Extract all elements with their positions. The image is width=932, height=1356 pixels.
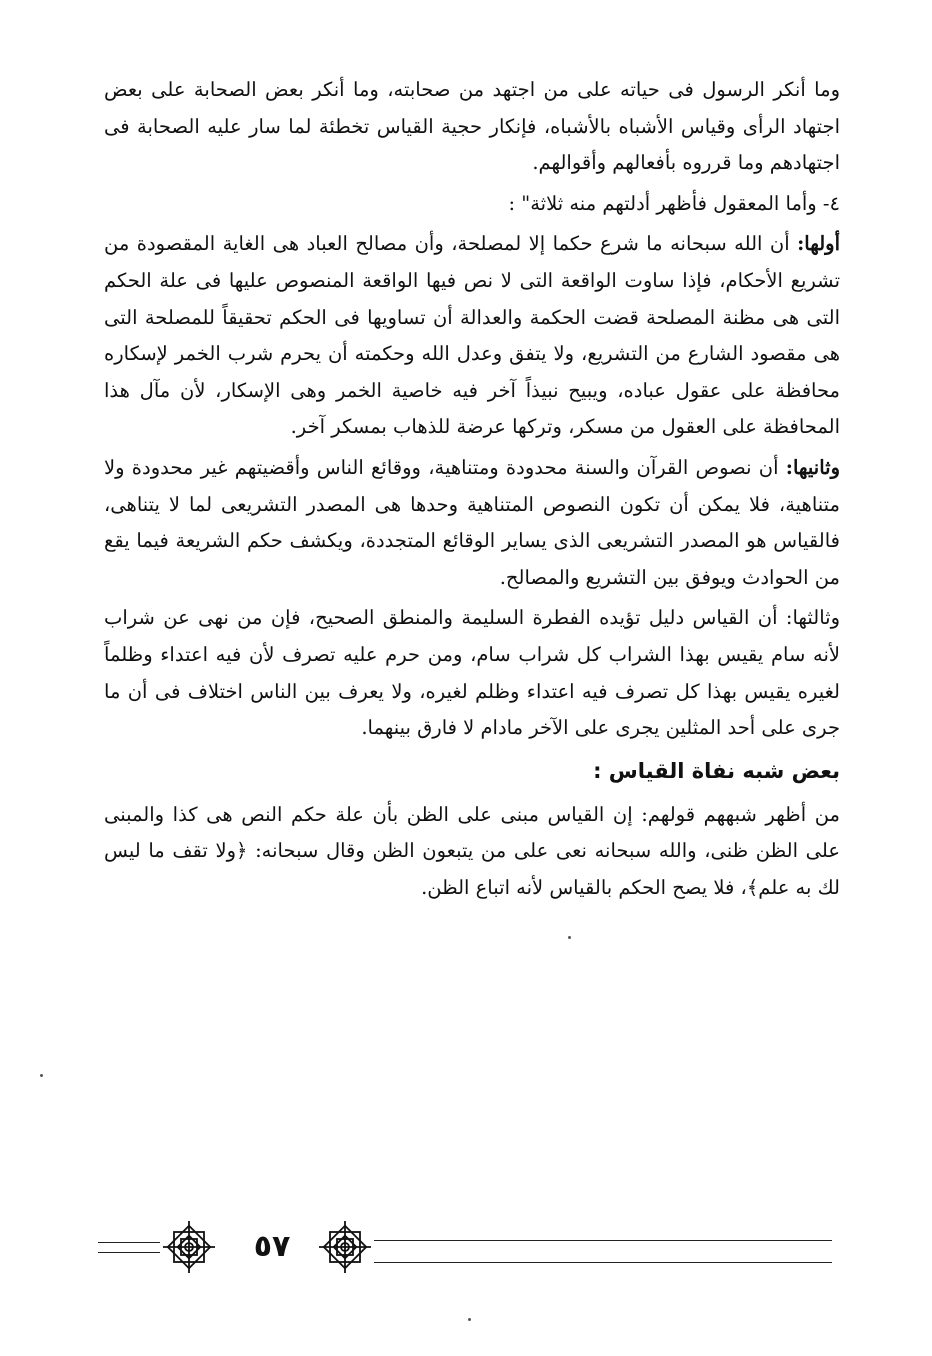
page-footer <box>0 1212 932 1282</box>
paragraph-4 <box>104 450 840 596</box>
star-ornament-icon-left <box>160 1218 218 1276</box>
section-heading: بعض شبه نفاة القياس : <box>593 758 840 783</box>
paragraph-4-text: أن نصوص القرآن والسنة محدودة ومتناهية، ووقائع الناس وأقضيتهم غير محدودة ولا متناهية، فلا يمكن أن تكون النصوص المتناهية وحدها هى المصدر التشريعى لما لا يتناهى، فالقياس هو المصدر التشريعى الذى يساير الوقائع المتجددة، ويكشف حكم الشريعة فيما يقع من الحوادث ويوفق بين التشريع والمصالح. <box>104 455 840 589</box>
paragraph-3-lead: أولها: <box>797 232 840 256</box>
scan-speck-1 <box>40 1074 43 1077</box>
paragraph-2 <box>104 186 840 223</box>
paragraph-3 <box>104 226 840 446</box>
body-text <box>104 72 840 906</box>
paragraph-4-lead: وثانيها: <box>785 455 840 479</box>
star-ornament-icon-right <box>316 1218 374 1276</box>
paragraph-3-text: أن الله سبحانه ما شرع حكما إلا لمصلحة، وأن مصالح العباد هى الغاية المقصودة من تشريع الأحكام، فإذا ساوت الواقعة التى لا نص فيها الواقعة المنصوص عليها فى علة الحكم التى هى مظنة المصلحة قضت الحكمة والعدالة أن تساويها فى الحكم تحقيقاً للمصلحة التى هى مقصود الشارع من التشريع، ولا يتفق وعدل الله وحكمته أن يحرم شرب الخمر لإسكاره محافظة على عقول عباده، ويبيح نبيذاً آخر فيه خاصية الخمر وهى الإسكار، لأن مآل هذا المحافظة على العقول من مسكر، وتركها عرضة للذهاب بمسكر آخر. <box>104 232 840 439</box>
scan-speck-2 <box>568 936 571 939</box>
page-number: ٥٧ <box>253 1229 291 1264</box>
paragraph-5: وثالثها: أن القياس دليل تؤيده الفطرة السليمة والمنطق الصحيح، فإن من نهى عن شراب لأنه سام يقيس بهذا الشراب كل شراب سام، ومن حرم عليه تصرف لأن فيه اعتداء وظلماً لغيره يقيس بهذا كل تصرف فيه اعتداء وظلم لغيره، ولا يعرف بين الناس اختلاف فى أن ما جرى على أحد المثلين يجرى على الآخر مادام لا فارق بينهما. <box>104 606 840 740</box>
footer-rule-left-bottom <box>98 1252 160 1253</box>
footer-rule-right-top <box>374 1240 832 1241</box>
footer-rule-left-top <box>98 1242 160 1243</box>
closing-paragraph: من أظهر شبههم قولهم: إن القياس مبنى على الظن بأن علة حكم النص هى كذا والمبنى على الظن ظنى، والله سبحانه نعى على من يتبعون الظن وقال سبحانه: ﴿ولا تقف ما ليس لك به علم﴾، فلا يصح الحكم بالقياس لأنه اتباع الظن. <box>104 802 840 899</box>
scan-speck-3 <box>468 1318 471 1321</box>
paragraph-2-text: ٤- وأما المعقول فأظهر أدلتهم منه ثلاثة" : <box>508 191 840 215</box>
footer-rule-right-bottom <box>374 1262 832 1263</box>
paragraph-1: وما أنكر الرسول فى حياته على من اجتهد من صحابته، وما أنكر بعض الصحابة على بعض اجتهاد الرأى وقياس الأشباه بالأشباه، فإنكار حجية القياس تخطئة لما سار عليه الصحابة فى اجتهادهم وما قرروه بأفعالهم وأقوالهم. <box>104 78 840 175</box>
